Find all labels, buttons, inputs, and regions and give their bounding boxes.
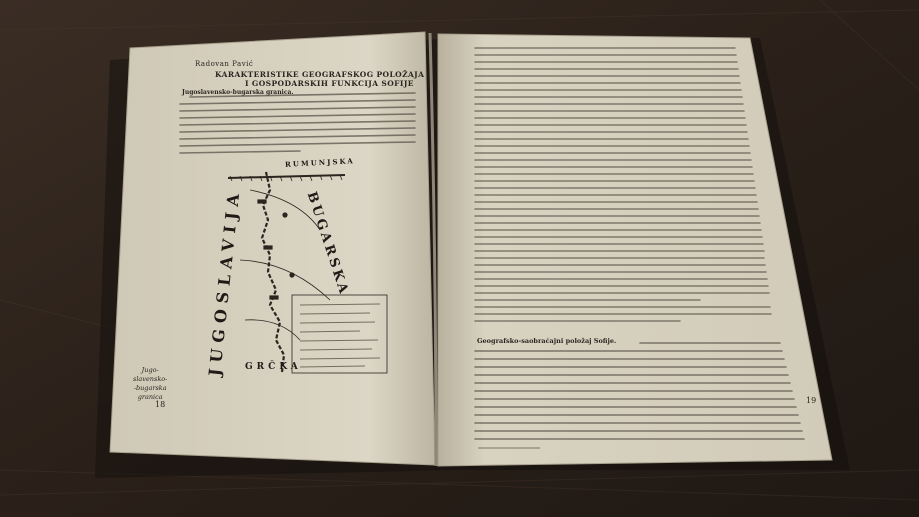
caption-line: slavensko-: [133, 375, 168, 383]
caption-line: granica: [137, 393, 163, 401]
map-label-rumunjska: RUMUNJSKA: [284, 156, 355, 169]
caption-line: Jugo-: [141, 366, 159, 374]
map-caption: [133, 366, 167, 402]
chapter-title-line2: I GOSPODARSKIH FUNKCIJA SOFIJE: [245, 79, 414, 88]
chapter-title-line1: KARAKTERISTIKE GEOGRAFSKOG POLOŽAJA: [215, 70, 425, 79]
section-heading-border: Jugoslavensko-bugarska granica.: [182, 89, 294, 96]
page-number-left: 18: [155, 400, 166, 409]
section-heading-traffic: Geografsko-saobraćajni položaj Sofije.: [477, 337, 617, 345]
map-label-jugoslavija: JUGOSLAVIJA: [205, 186, 244, 377]
map-label-grcka: GRČKA: [245, 362, 302, 372]
author-name: Radovan Pavić: [195, 60, 254, 68]
map-label-bugarska: BUGARSKA: [303, 190, 352, 298]
page-number-right: 19: [806, 396, 817, 405]
caption-line: -bugarska: [133, 384, 167, 392]
